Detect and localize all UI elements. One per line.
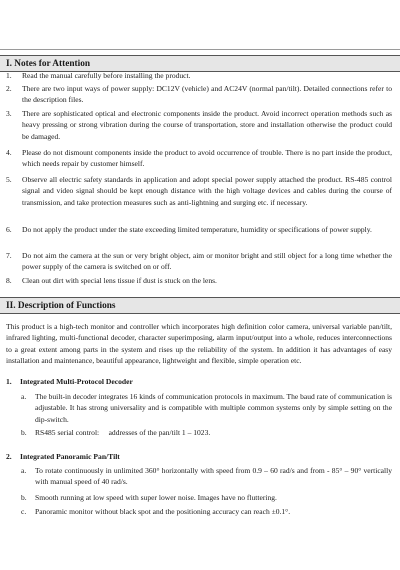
item-number: 7. [6,251,12,260]
feature-item: Panoramic monitor without black spot and the positioning accuracy can reach ±0.1°. [35,507,291,516]
intro-paragraph: This product is a high-tech monitor and controller which incorporates high definition color camera, universal variable pan/tilt, infrared lighting, multi-functional decoder, character superimposing, alarm input/output into a whole, reduces interconnections to a great extent among parts in the system and rises up the reliability of the system. In addition it has advantages of easy installation and maintenance, beautiful appearance, lightweight and flexible, simple operation etc. [6,322,392,365]
item-number: 4. [6,148,12,157]
item-number: 2. [6,84,12,93]
section-title: I. Notes for Attention [6,59,91,69]
note-item: Clean out dirt with special lens tissue if dust is stuck on the lens. [22,276,217,285]
note-item: Do not apply the product under the state exceeding limited temperature, humidity or specifications of power supply. [22,225,372,234]
subsection-number: 2. [6,452,12,461]
section-heading-functions [0,297,400,314]
feature-item: Smooth running at low speed with super lower noise. Images have no fluttering. [35,493,277,502]
note-item: There are sophisticated optical and electronic components inside the product. Avoid incorrect operation methods such as heavy pressing or strong vibration during the course of transportation, store and installation otherwise the product could be damaged. [22,109,392,141]
subsection-title: Integrated Panoramic Pan/Tilt [20,452,120,461]
subsection-title: Integrated Multi-Protocol Decoder [20,377,133,386]
subsection-heading-decoder [6,376,133,387]
item-letter: a. [21,466,27,475]
feature-item: RS485 serial control: addresses of the pan/tilt 1 – 1023. [35,428,211,437]
item-number: 1. [6,71,12,80]
feature-item: To rotate continuously in unlimited 360° horizontally with speed from 0.9 – 60 rad/s and from - 85° – 90° vertically with manual speed of 40 rad/s. [35,466,392,487]
item-letter: c. [21,507,27,516]
top-rule [0,49,400,50]
item-letter: a. [21,392,27,401]
subsection-number: 1. [6,377,12,386]
item-number: 6. [6,225,12,234]
note-item: Do not aim the camera at the sun or very bright object, aim or monitor bright and still object for a long time whether the power supply of the camera is switched on or off. [22,251,392,272]
note-item: Observe all electric safety standards in application and adopt special power supply attached the product. RS-485 control signal and video signal should be kept enough distance with the high voltage devices and cables during the course of transmission, and take protection measures such as anti-lightning and surging etc. if necessary. [22,175,392,207]
subsection-heading-pantilt [6,451,120,462]
item-letter: b. [21,493,27,502]
item-number: 5. [6,175,12,184]
feature-item: The built-in decoder integrates 16 kinds of communication protocols in maximum. The baud rate of communication is adjustable. It has strong universality and is compatible with multiple common systems only by simple setting on the dip-switch. [35,392,392,424]
item-letter: b. [21,428,27,437]
note-item: There are two input ways of power supply: DC12V (vehicle) and AC24V (normal pan/tilt). Detailed connections refer to the description files. [22,84,392,105]
note-item: Please do not dismount components inside the product to avoid occurrence of trouble. There is no part inside the product, which needs repair by customer himself. [22,148,392,169]
section-title: II. Description of Functions [6,301,116,311]
note-item: Read the manual carefully before installing the product. [22,71,191,80]
item-number: 3. [6,109,12,118]
item-number: 8. [6,276,12,285]
